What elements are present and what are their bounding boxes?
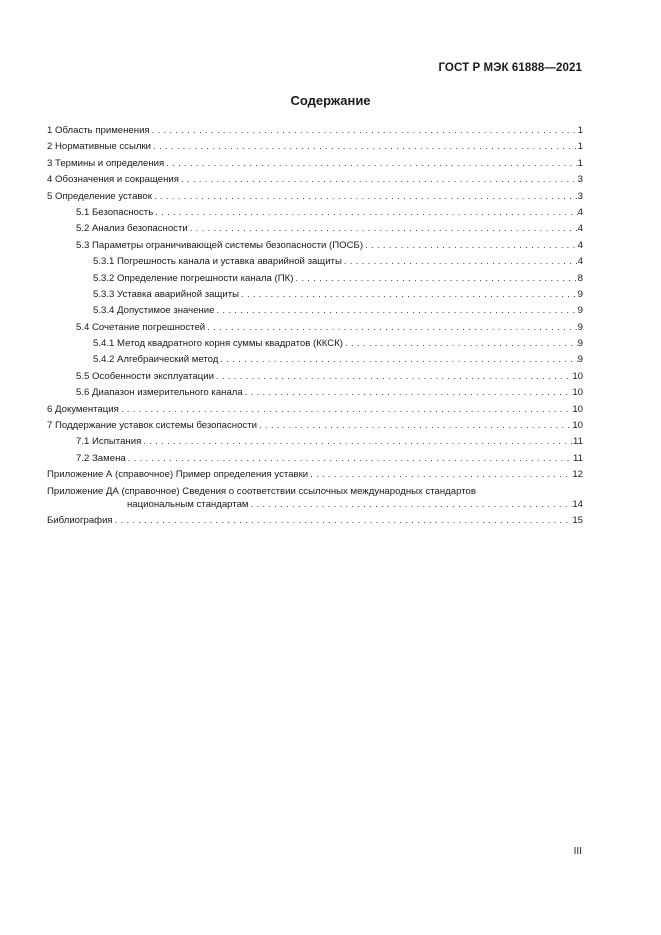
toc-page-number: 9: [577, 338, 583, 350]
toc-leader-dots: [154, 205, 577, 221]
toc-page-number: 1: [577, 141, 583, 153]
toc-entry[interactable]: [47, 352, 583, 368]
toc-leader-dots: [258, 418, 572, 434]
toc-entry-text: 1 Область применения: [47, 125, 150, 136]
toc-entry-appendix-da[interactable]: [47, 484, 583, 513]
toc-leader-dots: [165, 156, 577, 172]
toc-page-number: 4: [577, 206, 583, 218]
toc-page-number: 1: [577, 157, 583, 169]
toc-entry[interactable]: [47, 369, 583, 385]
toc-page-number: 3: [577, 190, 583, 202]
toc-leader-dots: [250, 497, 573, 513]
toc-entry[interactable]: [47, 434, 583, 450]
toc-entry-bibliography[interactable]: [47, 513, 583, 529]
toc-entry[interactable]: [47, 221, 583, 237]
toc-entry[interactable]: [47, 418, 583, 434]
toc-entry[interactable]: [47, 172, 583, 188]
toc-entry-text-line1: Приложение ДА (справочное) Сведения о соответствии ссылочных международных стандартов: [47, 485, 476, 497]
toc-page-number: 4: [577, 256, 583, 268]
toc-page-number: 10: [572, 403, 583, 415]
toc-leader-dots: [344, 336, 578, 352]
toc-entry-text: 5.3.3 Уставка аварийной защиты: [93, 288, 240, 300]
toc-page-number: 9: [577, 354, 583, 366]
toc-page-number: 14: [572, 498, 583, 510]
toc-page-number: 12: [572, 469, 583, 481]
standard-designation: ГОСТ Р МЭК 61888—2021: [438, 62, 582, 74]
toc-entry-text-line2: национальным стандартам: [127, 498, 249, 510]
toc-leader-dots: [151, 123, 578, 139]
toc-leader-dots: [180, 172, 578, 188]
toc-page-number: 9: [577, 305, 583, 317]
toc-leader-dots: [153, 189, 578, 205]
toc-entry-text: 5.2 Анализ безопасности: [76, 223, 188, 235]
toc-entry-text: 5.3.1 Погрешность канала и уставка аварийной защиты: [93, 256, 342, 268]
toc-leader-dots: [244, 385, 573, 401]
toc-leader-dots: [114, 513, 573, 529]
toc-leader-dots: [215, 369, 572, 385]
page-folio: III: [573, 846, 582, 857]
toc-leader-dots: [120, 402, 572, 418]
toc-page-number: 8: [577, 272, 583, 284]
toc-entry[interactable]: [47, 189, 583, 205]
toc-leader-dots: [219, 352, 577, 368]
toc-entry[interactable]: [47, 123, 583, 139]
toc-entry-text: 5.3.2 Определение погрешности канала (ПК): [93, 272, 294, 284]
toc-entry[interactable]: [47, 467, 583, 483]
toc-page-number: 11: [573, 436, 583, 448]
toc-entry-text: 5.3.4 Допустимое значение: [93, 305, 215, 317]
table-of-contents: [47, 123, 583, 529]
toc-entry[interactable]: [47, 336, 583, 352]
toc-leader-dots: [309, 467, 572, 483]
toc-page-number: 9: [577, 321, 583, 333]
toc-entry-text: 4 Обозначения и сокращения: [47, 174, 179, 186]
toc-entry-text: 7.1 Испытания: [76, 436, 142, 448]
toc-entry-text: 5.5 Особенности эксплуатации: [76, 370, 215, 382]
toc-entry-text: 6 Документация: [47, 403, 119, 415]
toc-page-number: 9: [577, 288, 583, 300]
toc-entry[interactable]: [47, 402, 583, 418]
toc-entry[interactable]: [47, 303, 583, 319]
toc-leader-dots: [294, 271, 577, 287]
toc-entry-text: 5.3 Параметры ограничивающей системы безопасности (ПОСБ): [76, 239, 364, 251]
toc-leader-dots: [215, 303, 577, 319]
toc-entry[interactable]: [47, 238, 583, 254]
toc-leader-dots: [343, 254, 578, 270]
toc-entry-text: 5 Определение уставок: [47, 190, 152, 202]
toc-title: Содержание: [290, 93, 371, 108]
toc-entry[interactable]: [47, 451, 583, 467]
toc-entry[interactable]: [47, 271, 583, 287]
toc-entry[interactable]: [47, 254, 583, 270]
toc-leader-dots: [240, 287, 578, 303]
toc-leader-dots: [142, 434, 573, 450]
toc-page-number: 4: [577, 239, 583, 251]
toc-entry-text: 3 Термины и определения: [47, 157, 165, 169]
toc-leader-dots: [206, 320, 577, 336]
toc-entry-text: 5.6 Диапазон измерительного канала: [76, 387, 243, 399]
toc-page-number: 10: [572, 387, 583, 399]
toc-leader-dots: [364, 238, 578, 254]
toc-entries: [47, 123, 583, 484]
toc-entry-text: 5.4.1 Метод квадратного корня суммы квадратов (ККСК): [93, 338, 344, 350]
toc-page-number: 15: [572, 514, 583, 526]
toc-entry[interactable]: [47, 320, 583, 336]
toc-entry-text: 5.4 Сочетание погрешностей: [76, 321, 206, 333]
toc-entry[interactable]: [47, 287, 583, 303]
toc-entry-text: 2 Нормативные ссылки: [47, 141, 152, 153]
toc-entry-text: 7 Поддержание уставок системы безопасности: [47, 420, 257, 432]
toc-entry-text: 7.2 Замена: [76, 452, 126, 464]
toc-entry[interactable]: [47, 139, 583, 155]
toc-page-number: 3: [577, 174, 583, 186]
toc-leader-dots: [189, 221, 578, 237]
toc-entry[interactable]: [47, 156, 583, 172]
toc-page-number: 10: [572, 420, 583, 432]
toc-entry-text: 5.1 Безопасность: [76, 206, 154, 218]
toc-leader-dots: [152, 139, 578, 155]
toc-page-number: 1: [577, 125, 583, 136]
toc-entry[interactable]: [47, 205, 583, 221]
toc-leader-dots: [127, 451, 573, 467]
toc-entry-text: Приложение А (справочное) Пример определения уставки: [47, 469, 309, 481]
toc-page-number: 10: [572, 370, 583, 382]
toc-entry-text: Библиография: [47, 514, 113, 526]
toc-entry[interactable]: [47, 385, 583, 401]
toc-entry-text: 5.4.2 Алгебраический метод: [93, 354, 219, 366]
toc-page-number: 11: [573, 452, 583, 464]
toc-page-number: 4: [577, 223, 583, 235]
